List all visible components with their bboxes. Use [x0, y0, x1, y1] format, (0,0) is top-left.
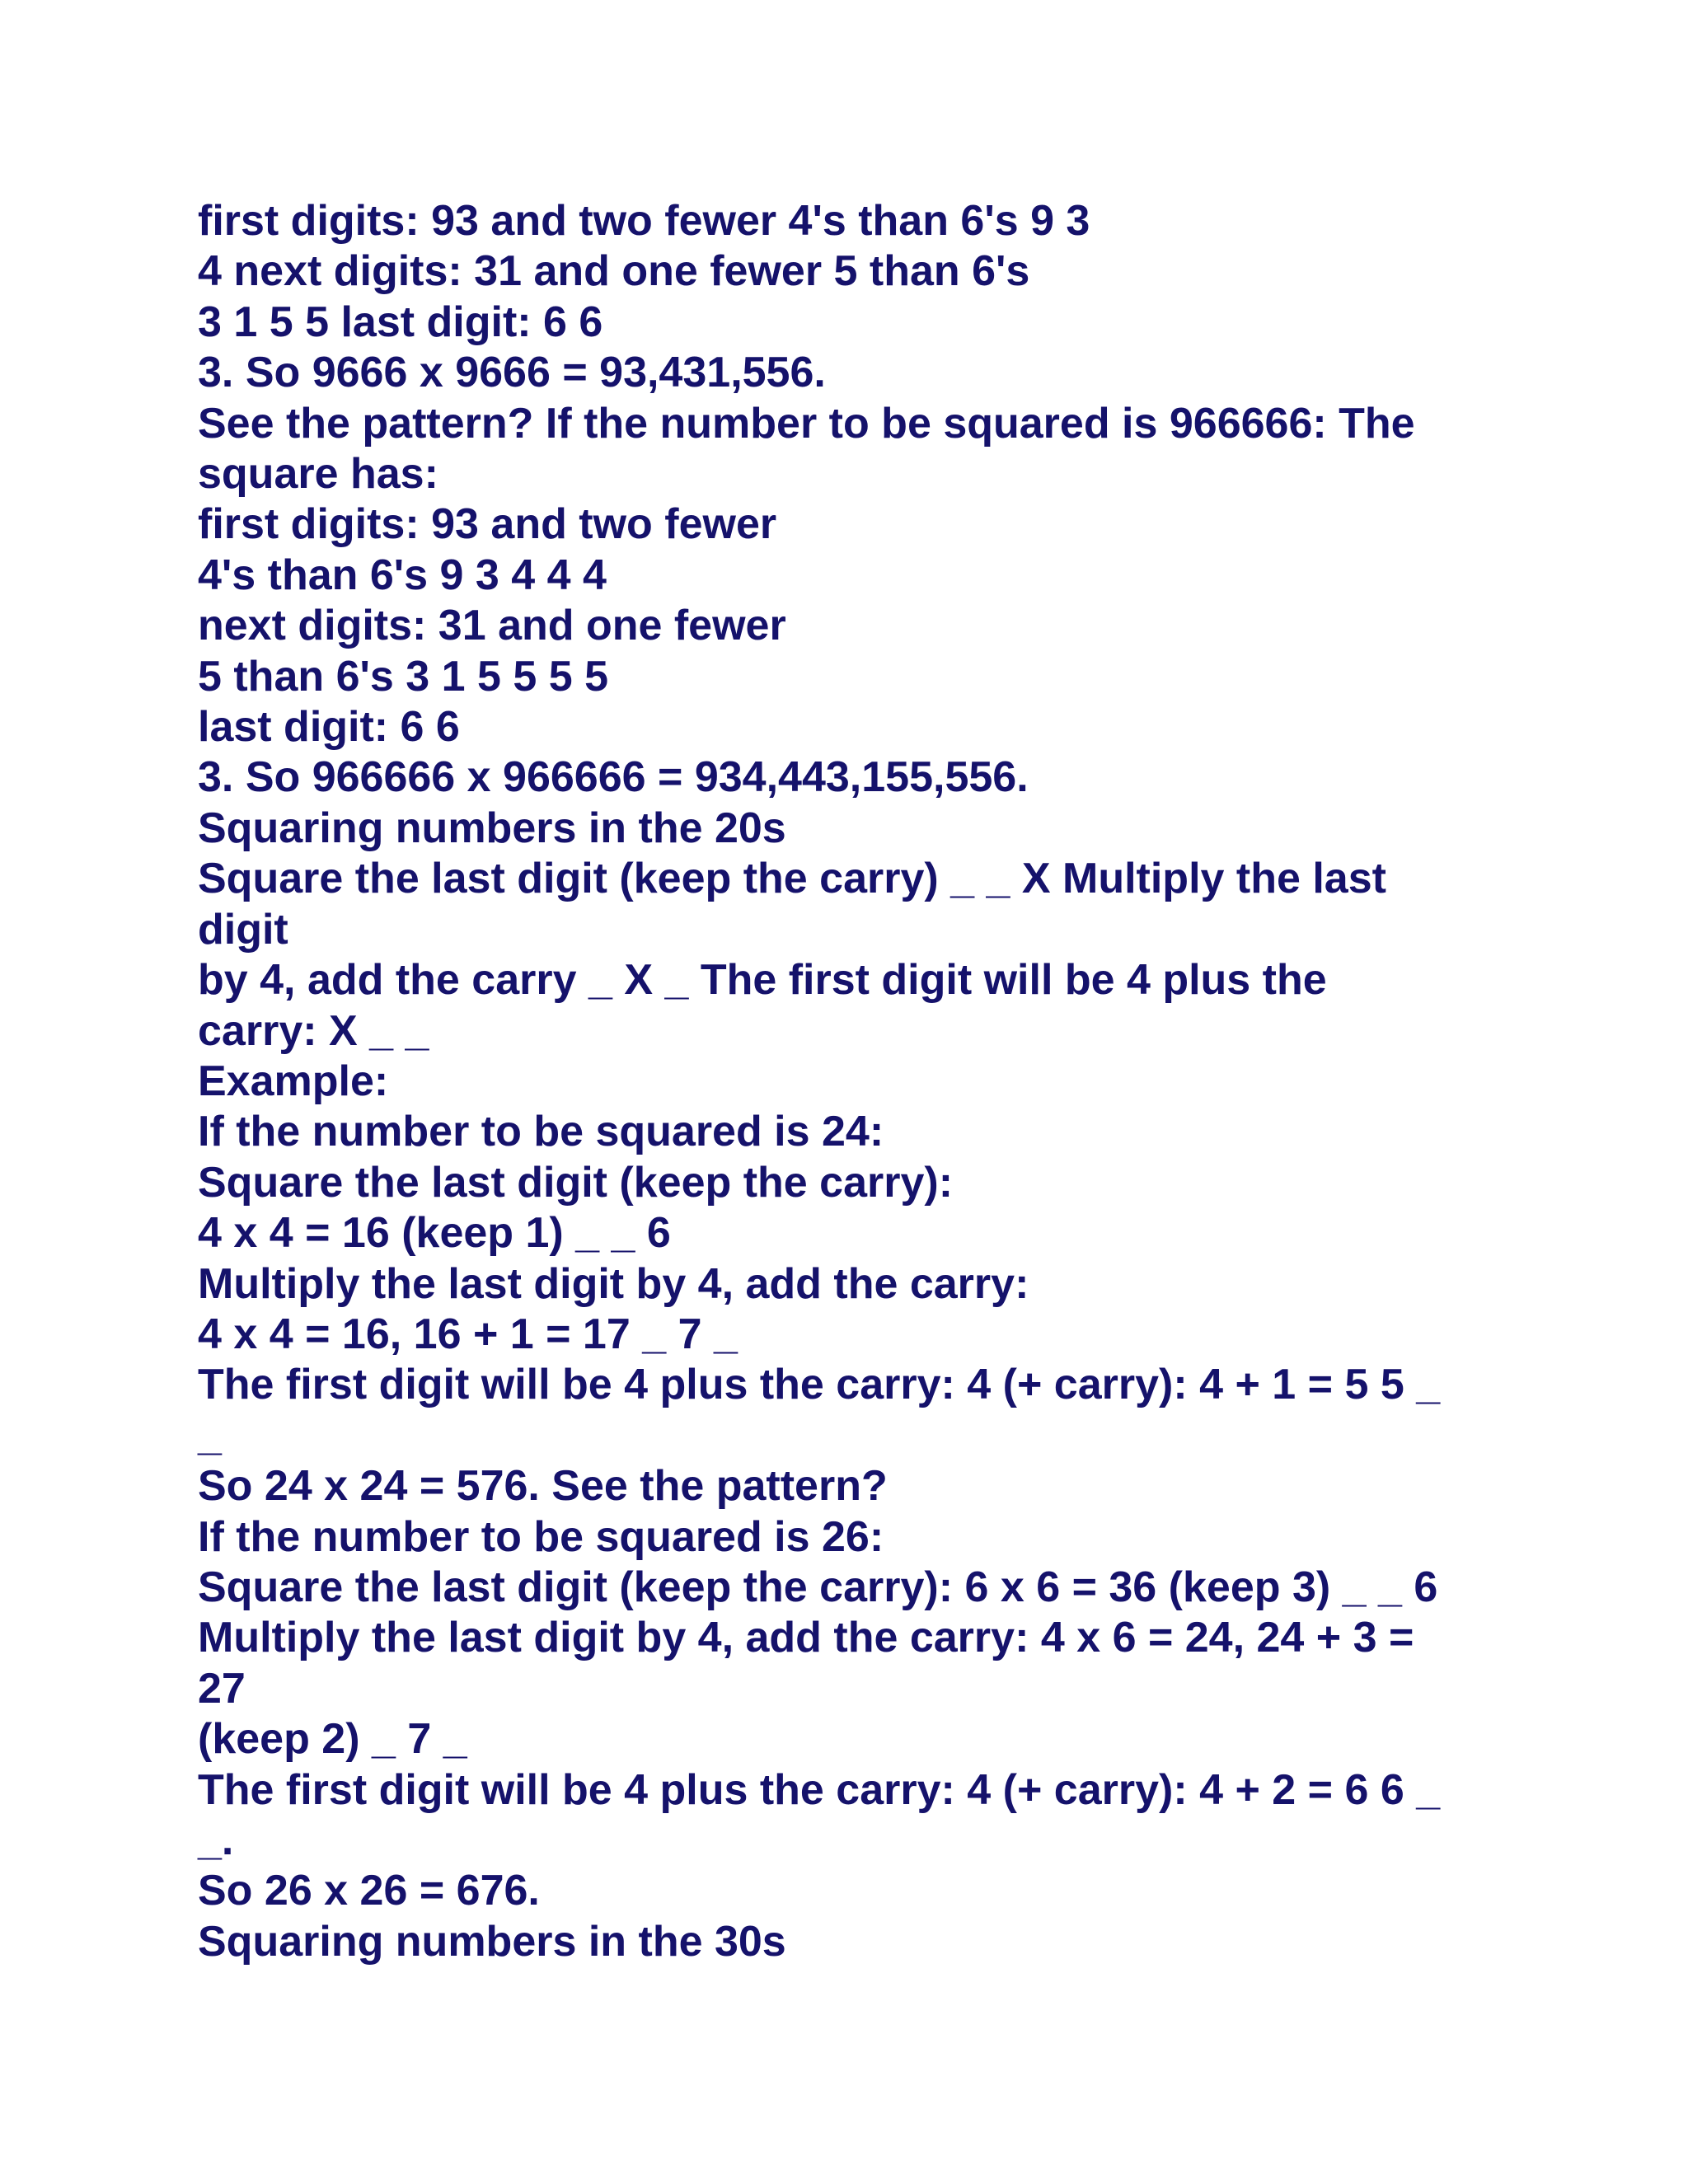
text-line: 4 next digits: 31 and one fewer 5 than 6's	[198, 247, 1030, 296]
text-line: next digits: 31 and one fewer	[198, 602, 786, 650]
text-line: The first digit will be 4 plus the carry: 4 (+ carry): 4 + 2 = 6 6 _	[198, 1765, 1441, 1814]
text-line: See the pattern? If the number to be squared is 966666: The	[198, 399, 1415, 448]
text-line: 27	[198, 1664, 246, 1713]
text-line: _.	[198, 1816, 234, 1864]
text-line: 5 than 6's 3 1 5 5 5 5	[198, 652, 608, 701]
section-heading: Squaring numbers in the 20s	[198, 804, 786, 852]
text-line: first digits: 93 and two fewer	[198, 500, 777, 549]
text-line: 4 x 4 = 16, 16 + 1 = 17 _ 7 _	[198, 1310, 738, 1358]
document-text-block	[198, 196, 1484, 1967]
text-line: first digits: 93 and two fewer 4's than 6's 9 3	[198, 197, 1090, 245]
text-line: If the number to be squared is 26:	[198, 1512, 884, 1561]
text-line: 3. So 9666 x 9666 = 93,431,556.	[198, 349, 826, 397]
text-line: digit	[198, 905, 288, 954]
text-line: The first digit will be 4 plus the carry: 4 (+ carry): 4 + 1 = 5 5 _	[198, 1361, 1441, 1409]
text-line: square has:	[198, 450, 438, 499]
text-line: So 26 x 26 = 676.	[198, 1867, 540, 1915]
text-line: last digit: 6 6	[198, 703, 460, 752]
text-line: Square the last digit (keep the carry) _ _ X Multiply the last	[198, 855, 1386, 903]
text-line: So 24 x 24 = 576. See the pattern?	[198, 1462, 888, 1511]
text-line: 3 1 5 5 last digit: 6 6	[198, 298, 603, 346]
text-line: Multiply the last digit by 4, add the carry: 4 x 6 = 24, 24 + 3 =	[198, 1614, 1414, 1662]
text-line: carry: X _ _	[198, 1006, 429, 1055]
text-line: Multiply the last digit by 4, add the carry:	[198, 1259, 1029, 1308]
text-line: _	[198, 1411, 222, 1460]
text-line: Square the last digit (keep the carry): 6 x 6 = 36 (keep 3) _ _ 6	[198, 1563, 1438, 1611]
text-line: (keep 2) _ 7 _	[198, 1715, 467, 1764]
section-heading: Squaring numbers in the 30s	[198, 1917, 786, 1966]
text-line: 4 x 4 = 16 (keep 1) _ _ 6	[198, 1209, 671, 1258]
text-line: by 4, add the carry _ X _ The first digit will be 4 plus the	[198, 956, 1327, 1005]
text-line: 4's than 6's 9 3 4 4 4	[198, 551, 607, 599]
text-line: If the number to be squared is 24:	[198, 1108, 884, 1156]
example-label: Example:	[198, 1057, 389, 1105]
text-line: 3. So 966666 x 966666 = 934,443,155,556.	[198, 753, 1029, 802]
text-line: Square the last digit (keep the carry):	[198, 1158, 954, 1207]
